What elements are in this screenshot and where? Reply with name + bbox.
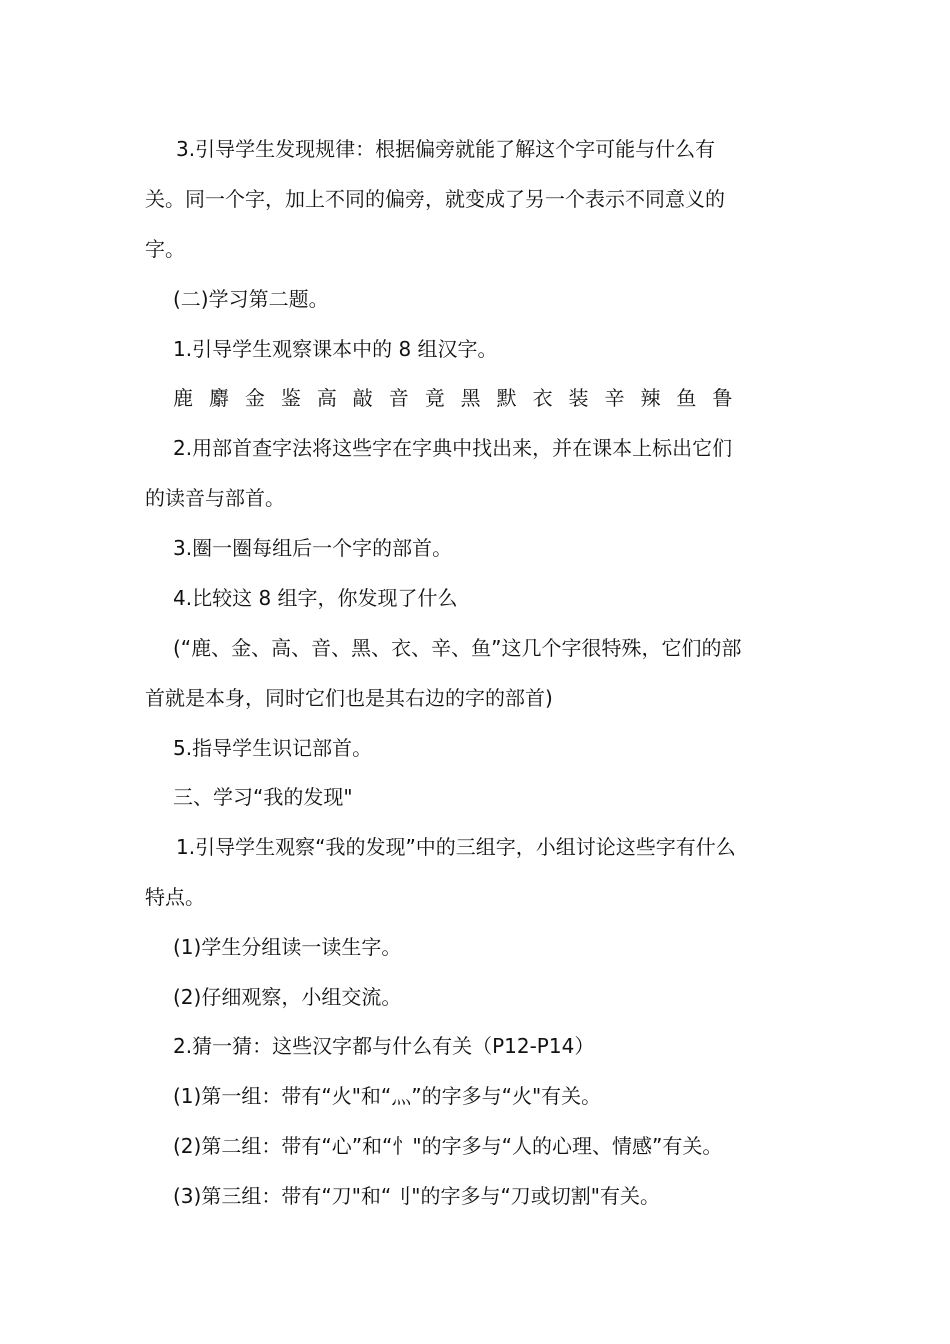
step-memorize-radicals: 5.指导学生识记部首。 (173, 736, 373, 760)
step-observe-8-groups: 1.引导学生观察课本中的 8 组汉字。 (173, 337, 498, 361)
section-heading-my-discovery: 三、学习“我的发现" (173, 785, 353, 809)
step-compare-groups: 4.比较这 8 组字，你发现了什么 (173, 586, 458, 610)
group-two-heart: (2)第二组：带有“心”和“忄"的字多与“人的心理、情感”有关。 (173, 1134, 723, 1158)
note-special-characters-line-1: (“鹿、金、高、音、黑、衣、辛、鱼”这几个字很特殊，它们的部 (173, 636, 742, 660)
paragraph-rule-discovery-line-3: 字。 (145, 237, 185, 261)
step-circle-radical: 3.圈一圈每组后一个字的部首。 (173, 536, 453, 560)
note-special-characters-line-2: 首就是本身，同时它们也是其右边的字的部首) (145, 686, 553, 710)
paragraph-rule-discovery-line-2: 关。同一个字，加上不同的偏旁，就变成了另一个表示不同意义的 (145, 187, 725, 211)
paragraph-rule-discovery-line-1: 3.引导学生发现规律：根据偏旁就能了解这个字可能与什么有 (176, 137, 716, 161)
substep-read-characters: (1)学生分组读一读生字。 (173, 935, 402, 959)
step-guess-meaning: 2.猜一猜：这些汉字都与什么有关（P12-P14） (173, 1034, 595, 1058)
step-dictionary-lookup-line-2: 的读音与部首。 (145, 486, 285, 510)
group-three-knife: (3)第三组：带有“刀"和“刂"的字多与“刀或切割"有关。 (173, 1184, 661, 1208)
substep-observe-discuss: (2)仔细观察，小组交流。 (173, 985, 402, 1009)
step-observe-three-groups-line-1: 1.引导学生观察“我的发现”中的三组字，小组讨论这些字有什么 (176, 835, 736, 859)
step-dictionary-lookup-line-1: 2.用部首查字法将这些字在字典中找出来，并在课本上标出它们 (173, 436, 733, 460)
group-one-fire: (1)第一组：带有“火"和“灬”的字多与“火"有关。 (173, 1084, 602, 1108)
step-observe-three-groups-line-2: 特点。 (145, 885, 205, 909)
section-heading-second-question: (二)学习第二题。 (173, 287, 329, 311)
character-list: 鹿 麝 金 鉴 高 敲 音 竟 黑 默 衣 装 辛 辣 鱼 鲁 (173, 386, 738, 410)
